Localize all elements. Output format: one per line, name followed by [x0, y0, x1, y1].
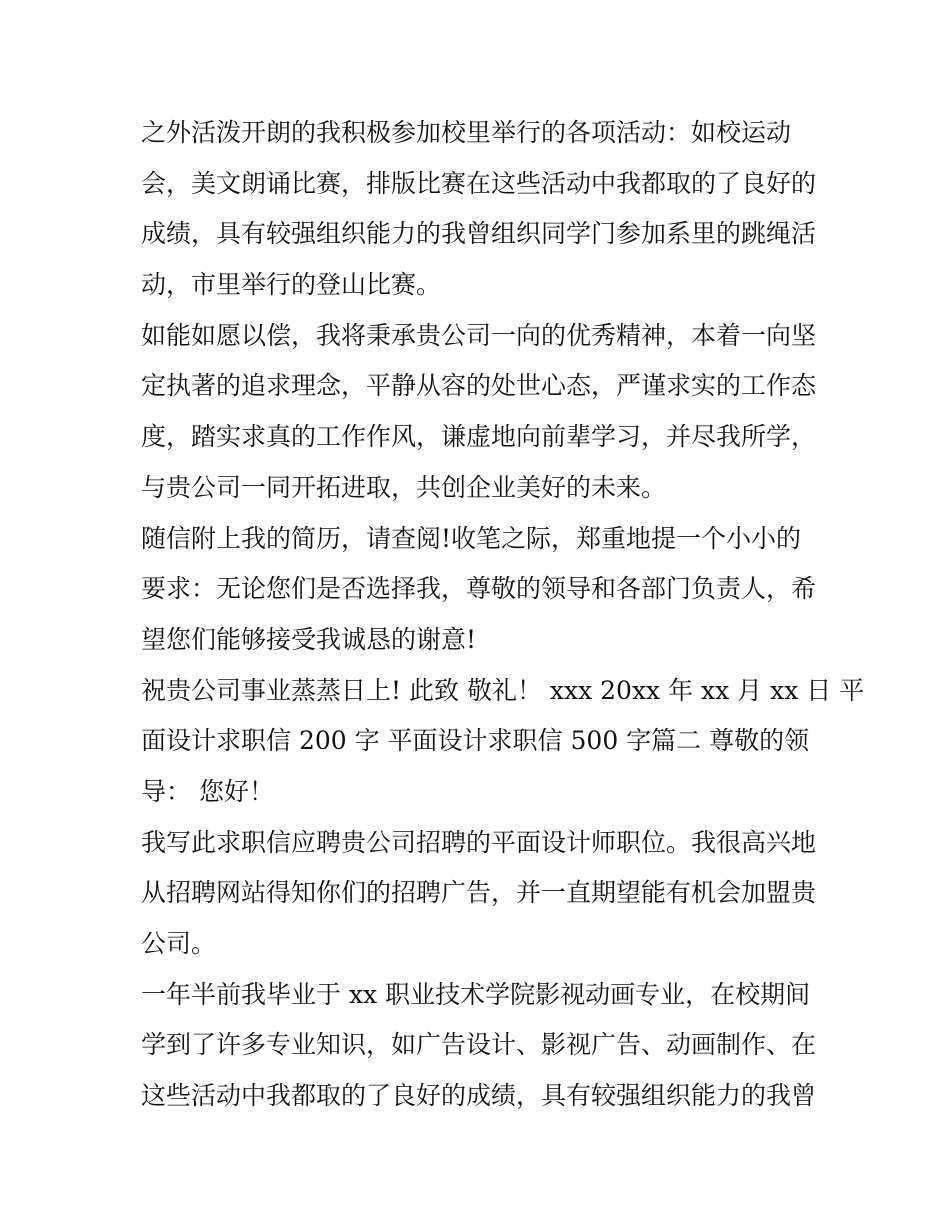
text-line: 成绩，具有较强组织能力的我曾组织同学门参加系里的跳绳活 [141, 219, 817, 249]
text-line: 如能如愿以偿，我将秉承贵公司一向的优秀精神，本着一向坚 [141, 320, 817, 350]
text-line: 一年半前我毕业于 xx 职业技术学院影视动画专业，在校期间 [141, 979, 811, 1009]
text-line: 定执著的追求理念，平静从容的处世心态，严谨求实的工作态 [141, 371, 817, 401]
text-line: 度，踏实求真的工作作风，谦虚地向前辈学习，并尽我所学， [141, 422, 817, 452]
letter-body [141, 108, 865, 1122]
text-line: 动，市里举行的登山比赛。 [141, 270, 442, 300]
text-line: 导： 您好！ [141, 776, 274, 806]
text-line: 学到了许多专业知识，如广告设计、影视广告、动画制作、在 [141, 1030, 817, 1060]
text-line: 望您们能够接受我诚恳的谢意! [141, 624, 477, 654]
text-line: 面设计求职信 200 字 平面设计求职信 500 字篇二 尊敬的领 [141, 726, 810, 756]
text-line: 要求：无论您们是否选择我，尊敬的领导和各部门负责人，希 [141, 574, 817, 604]
text-line: 公司。 [141, 929, 217, 958]
text-line: 我写此求职信应聘贵公司招聘的平面设计师职位。我很高兴地 [141, 827, 817, 857]
text-line: 从招聘网站得知你们的招聘广告，并一直期望能有机会加盟贵 [141, 878, 817, 908]
text-line: 随信附上我的简历，请查阅!收笔之际，郑重地提一个小小的 [141, 523, 802, 553]
text-line: 祝贵公司事业蒸蒸日上! 此致 敬礼！ xxx 20xx 年 xx 月 xx 日 平 [141, 675, 865, 705]
text-line: 之外活泼开朗的我积极参加校里举行的各项活动：如校运动 [141, 118, 792, 147]
text-line: 与贵公司一同开拓进取，共创企业美好的未来。 [141, 472, 667, 502]
text-line: 会，美文朗诵比赛，排版比赛在这些活动中我都取的了良好的 [141, 168, 817, 198]
text-line: 这些活动中我都取的了良好的成绩，具有较强组织能力的我曾 [141, 1081, 817, 1111]
